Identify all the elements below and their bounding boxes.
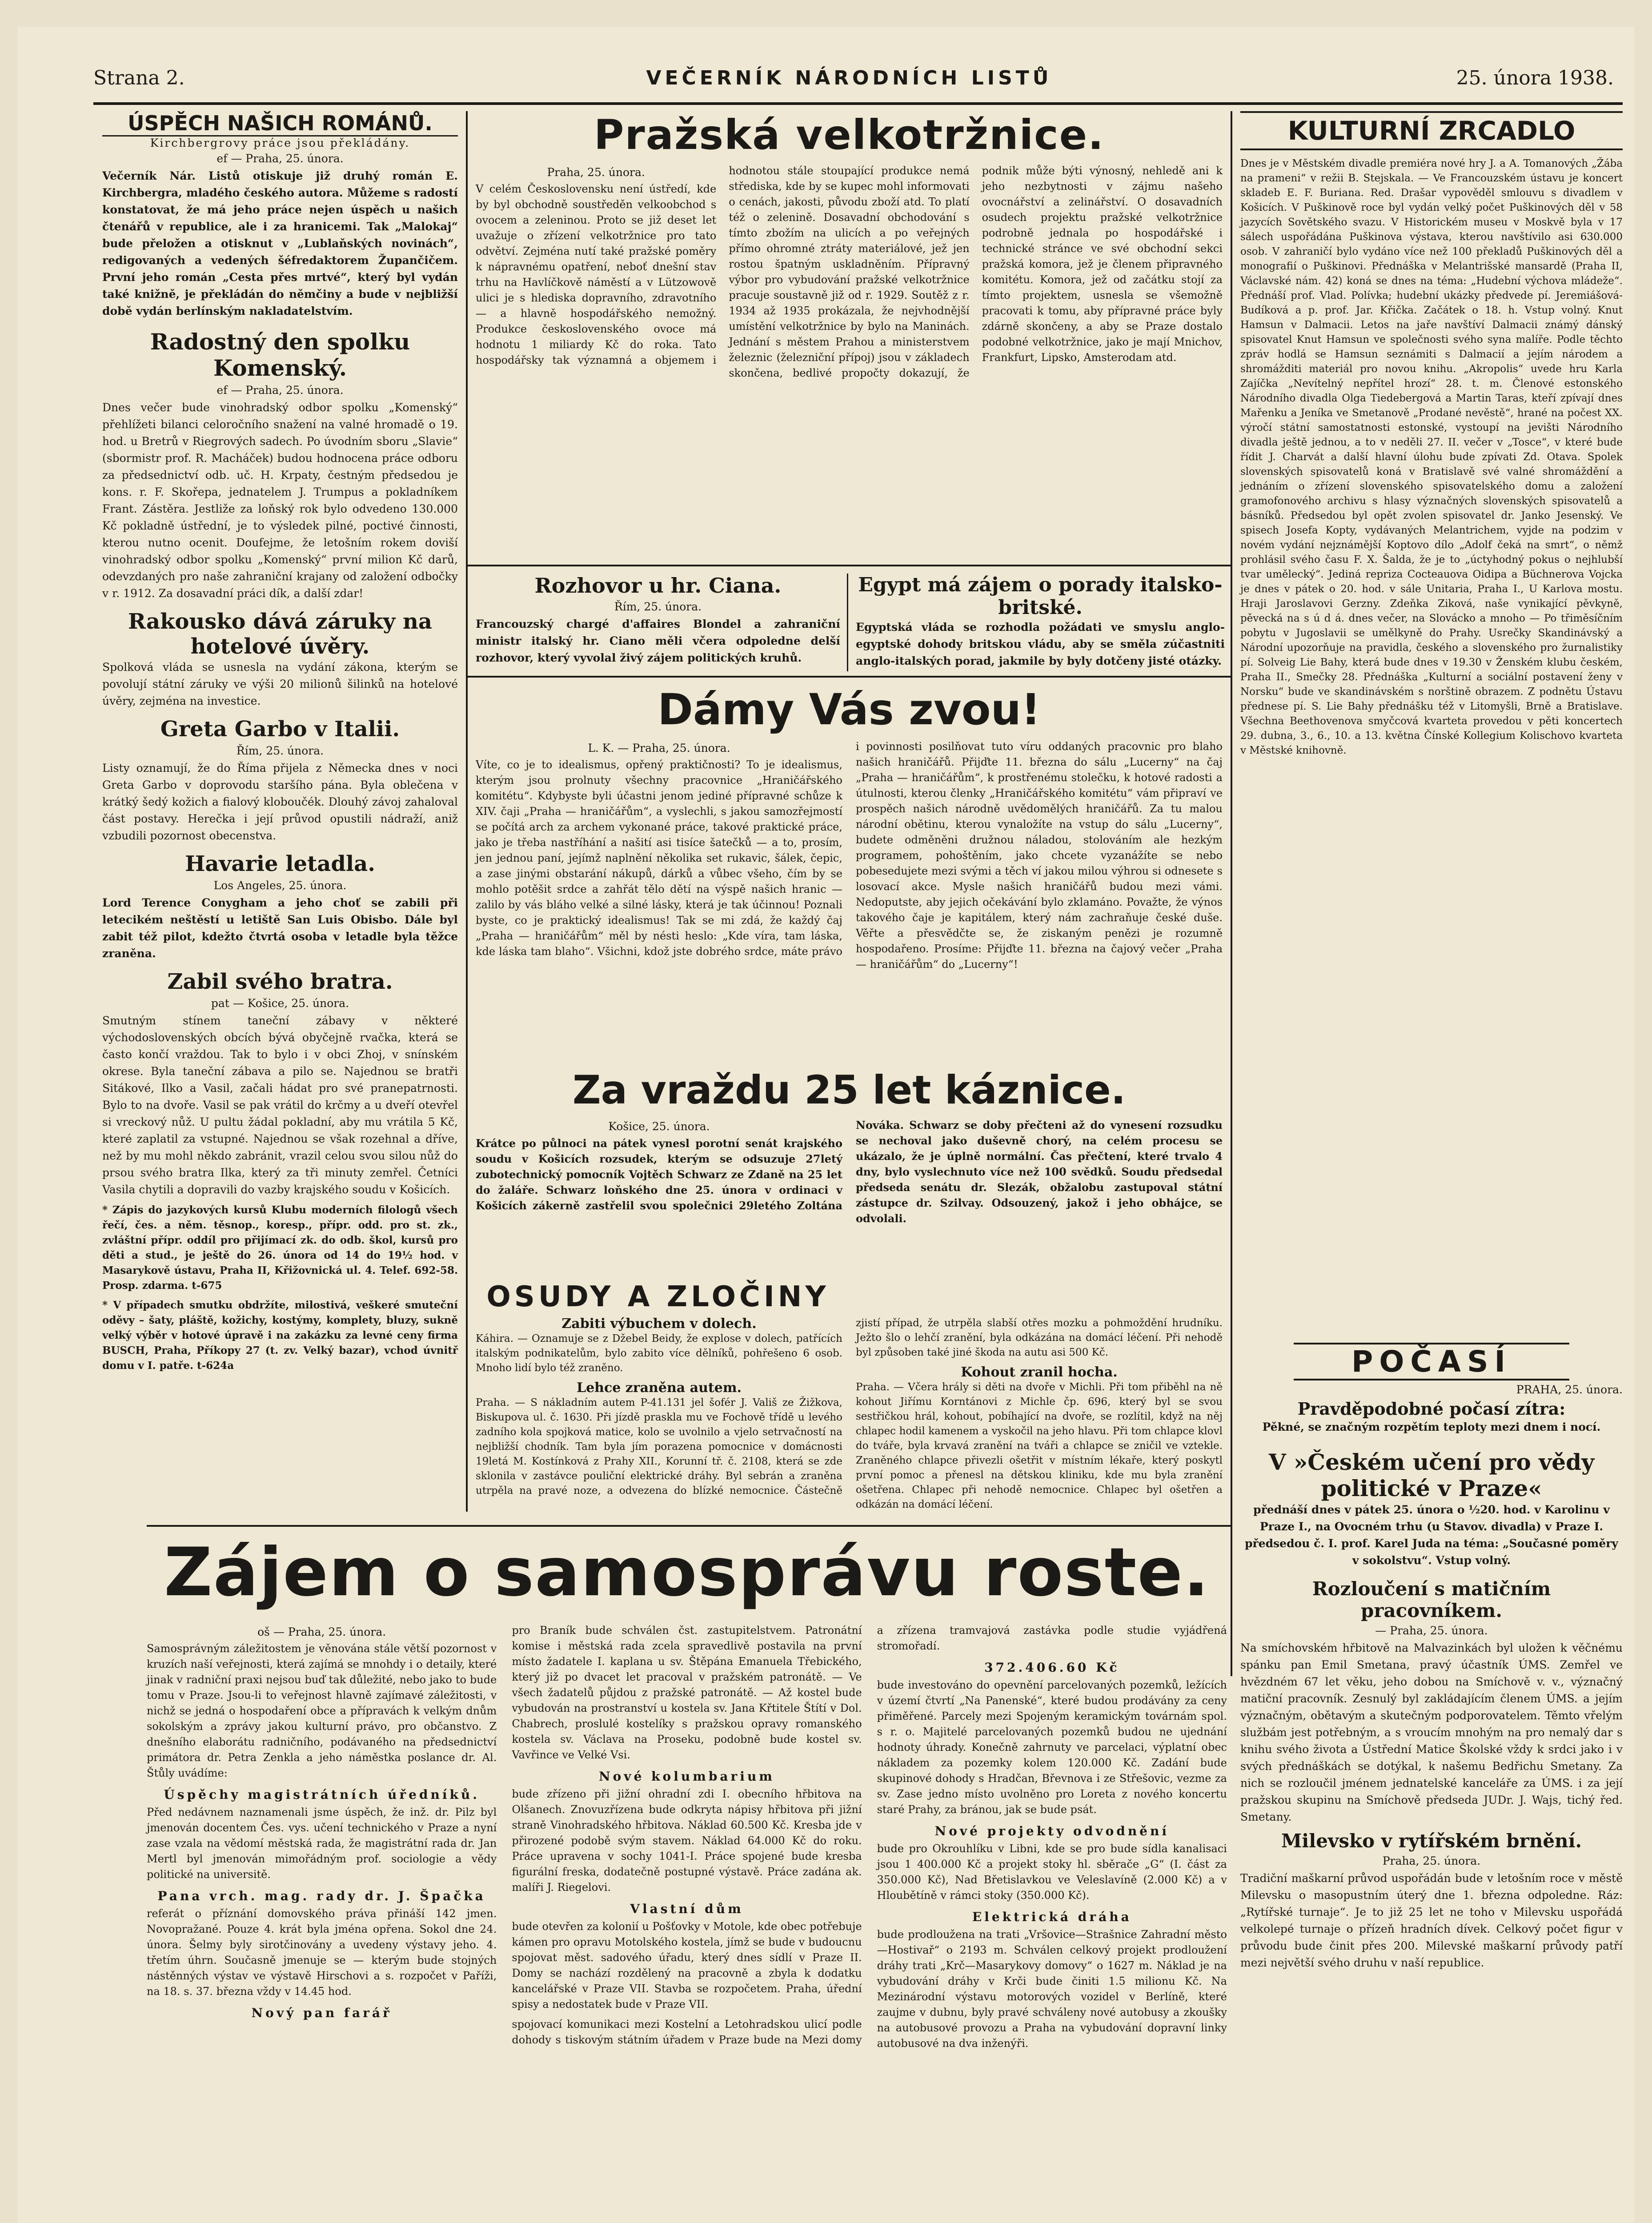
damy-article [476, 685, 1223, 972]
subheading: Úspěchy magistrátních úředníků. [164, 1787, 480, 1802]
article-title: ÚSPĚCH NAŠICH ROMÁNŮ. [102, 111, 458, 136]
dateline: Praha, 25. února. [1382, 1854, 1481, 1867]
dateline: ef — Praha, 25. února. [217, 384, 344, 397]
article-body: Egyptská vláda se rozhodla požádati ve smyslu anglo-egyptské dohody britskou vládu, aby se směla zúčastniti anglo-italských porad, jakmile by byly dotčeny jisté otázky. [856, 621, 1225, 667]
article-body: bude otevřen za kolonií u Pošťovky v Motole, kde obec potřebuje kámen pro opravu Motolského kostela, jímž se bude v budoucnu spojovat měst. sadového úřadu, který dnes sídlí v Praze II. Domy se nachází rozdělený na pracovně a zbyla k dodatku kancelářské v Praze VII. Stavba se rozpočetem. Praha, úřední spisy a nedostatek bude v Praze VII. [512, 1920, 862, 2010]
page-header [93, 62, 1623, 105]
weather-headline: Pravděpodobné počasí zítra: [1297, 1399, 1566, 1419]
article-title: Zájem o samosprávu roste. [164, 1534, 1210, 1611]
dateline: Praha, 25. února. [547, 166, 645, 179]
article-body: Praha. — S nákladním autem P-41.131 jel šofér J. Vališ ze Žižkova, Biskupova ul. č. 1630. Při jízdě praskla mu ve Fochově třídě u levého zadního kola spojková matice, kolo se uvolnilo a vjelo setrvačností na nejbližší chodník. Tam byla jím porazena pomocnice v domácnosti 19letá M. Kostínková z Prahy XII., Korunní tř. č. 2108, která se zde sklonila v zastávce pouliční elektrické dráhy. Byl sebrán a zraněna utrpěla na pravé noze, a odvezena do blízké nemocnice. Částečně zjistí případ, že utrpěla slabší otřes mozku a pohmoždění hrudníku. Ježto šlo o lehčí zranění, byla odkázána na domácí léčení. Při nehodě byl způsoben také jiné škoda na autu asi 500 Kč. [476, 1317, 1223, 1497]
article-body: bude prodloužena na trati „Vršovice—Strašnice Zahradní město—Hostivař“ o 2193 m. Schválen celkový projekt prodloužení dráhy trati „Krč—Masarykovy domovy“ o 1627 m. Náklad je na vybudování dráhy v Krči bude činiti 1.5 milionu Kč. Na Mezinárodní výstavu motorových vozidel v Berlíně, které zaujme v dubnu, byly pravé schváleny nové autobusy a zkoušky na autobusové provozu a Praha na vybudování dopravní linky autobusové na dva inženýři. [877, 1928, 1227, 2050]
article-body: pro Braník bude schválen čst. zastupitelstvem. Patronátní komise i městská rada zcela spravedlivě postavila na první místo žadatele I. kaplana u sv. Štěpána Emanuela Třebického, který již po dvacet let pracoval v pražském patronátě. — Ve všech žadatelů půjdou z pražské patronátě. — Až kostel bude vybudován na prostranství u kostela sv. Jana Křtitele Štítí v Dol. Chabrech, proslulé kostelíky s pražskou opravy romanského kostela sv. Václava na Proseku, podobně bude kostel sv. Vavřince ve Velké Vsi. [512, 1624, 862, 1761]
article-body: Káhira. — Oznamuje se z Džebel Beidy, že explose v dolech, patřících italským podnikatelům, bylo zabito více dělníků, pohřešeno 6 osob. Mnoho lidí bylo též zraněno. [476, 1333, 842, 1374]
dateline: oš — Praha, 25. února. [257, 1625, 386, 1638]
article-body: V celém Československu není ústředí, kde by byl obchodně soustředěn velkoobchod s ovocem a zeleninou. Proto se již deset let uvažuje o zřízení velkotržnice pro tato odvětví. Zejména nutí také pražské poměry k nápravnému opatření, neboť dnešní stav trhu na Havlíčkově náměstí a v Lützowově ulici je s hlediska dopravního, zdravotního — a hlavně hospodářského nemožný. Produkce československého ovoce má hodnotu 1 miliardy Kč do roka. Tato hospodářsky tak významná a objemem i hodnotou stále stoupající produkce nemá střediska, kde by se kupec mohl informovati o cenách, jakosti, původu zboží atd. To platí též o zelenině. Dosavadní obchodování s tímto zbožím na ulicích a po veřejných přímo ohromné ztráty materiálové, jež jen rostou špatným uskladněním. Přípravný výbor pro vybudování pražské velkotržnice pracuje soustavně již od r. 1929. Soutěž z r. 1934 až 1935 prokázala, že nejvhodnější umístění velkotržnice by bylo na Maninách. Jednání s městem Prahou a ministerstvem železnic (železniční přípoj) jsou v základech skončena, bedlivé propočty dokazují, že podnik může býti výnosný, nehledě ani k jeho nezbytnosti v zájmu našeho ovocnářství a zelinářství. O dosavadních osudech projektu pražské velkotržnice podrobně jednala po hospodářské i technické stránce ve své obchodní sekci pražská komora, jež je členem připravného komitétu. Komora, jež od začátku stojí za tímto projektem, usnesla se všemožně pracovati k tomu, aby přípravné práce byly zdárně skončeny, a aby se Praze dostalo podobné velkotržnice, jako je mají Mnichov, Frankfurt, Lipsko, Amsterodam atd. [476, 165, 1223, 379]
egypt-article [856, 574, 1225, 674]
article-title: Lehce zraněna autem. [576, 1380, 742, 1396]
page-number: Strana 2. [93, 67, 185, 89]
article-body: Před nedávnem naznamenali jsme úspěch, že inž. dr. Pilz byl jmenován docentem Čes. vys. učení technického v Praze a nyní zase vzala na vědomí městská rada, že magistrátní rada dr. Jan Mertl byl jmenován mimořádným prof. sociologie a vědy politické na universitě. [147, 1806, 497, 1881]
right-column [1240, 111, 1623, 762]
article-title: Radostný den spolku Komenský. [150, 329, 410, 381]
dateline: PRAHA, 25. února. [1516, 1383, 1623, 1396]
section-title: OSUDY A ZLOČINY [486, 1280, 830, 1313]
classified-ad: * V případech smutku obdržíte, milostivá, veškeré smuteční oděvy – šaty, pláště, kožichy, kostýmy, komplety, bluzy, sukně velký výběr v hotové úpravě i na zakázku za levné ceny firma BUSCH, Praha, Příkopy 27 (t. zv. Velký bazar), vchod úvnitř domu v I. patře. t-624a [102, 1299, 458, 1372]
section-title: KULTURNÍ ZRCADLO [1240, 111, 1623, 150]
ciano-article [476, 574, 840, 671]
article-title: Rakousko dává záruky na hotelové úvěry. [128, 609, 433, 659]
dateline: Los Angeles, 25. února. [213, 879, 347, 892]
article-body: Krátce po půlnoci na pátek vynesl porotní senát krajského soudu v Košicích rozsudek, kterým se odsuzuje 27letý zubotechnický pomocník Vojtěch Schwarz ze Zdaně na 25 let do žaláře. Schwarz loňského dne 25. února v ordinaci v Košicích zákerně zastřelil svou společnici 29letého Zoltána Nováka. Schwarz se doby přečteni až do vynesení rozsudku se nechoval jako duševně chorý, na celém procesu se ukázalo, že je úplně normální. Čas přečtení, které trvalo 4 dny, bylo vyslechnuto více než 100 svědků. Soudu předsedal předseda senátu dr. Slezák, obžalobu zastupoval státní zástupce dr. Szilvay. Odsouzený, jakož i jeho obhájce, se odvolali. [476, 1119, 1223, 1225]
article-body: Spolková vláda se usnesla na vydání zákona, kterým se povolují státní záruky ve výši 20 milionů šilinků na hotelové úvěry, zejména na investice. [102, 661, 458, 707]
masthead: VEČERNÍK NÁRODNÍCH LISTŮ [646, 67, 1052, 89]
article-columns [476, 739, 1223, 972]
weather-forecast: Pěkné, se značným rozpětím teploty mezi dnem i nocí. [1262, 1420, 1601, 1433]
subheading: Nové projekty odvodnění [934, 1824, 1169, 1838]
article-title: Dámy Vás zvou! [658, 685, 1041, 734]
article-body: Dnes je v Městském divadle premiéra nové hry J. a A. Tomanových „Žába na prameni“ v režii B. Stejskala. — Ve Francouzském ústavu je koncert skladeb E. F. Buriana. Red. Drašar vypověděl smlouvu s divadlem v Košicích. V Puškinově roce byl vydán velký počet Puškinových děl v 58 jazycích Sovětského svazu. V Historickém museu v Moskvě byla v 17 sálech uspořádána Puškinova výstava, kterou navštívilo asi 630.000 osob. V zahraničí bylo vydáno více než 100 překladů Puškinových děl a monografií o Puškinovi. Přednáška v Melantrišské mansardě (Praha II, Václavské nám. 42) koná se dnes na téma: „Hudební výchova mládeže“. Přednáší prof. Vlad. Polívka; hudební ukázky předvede pí. Jeremiášová-Budíková a p. prof. Jar. Křička. Začátek o 18. h. Vstup volný. Knut Hamsun v Dalmacii. Letos na jaře navštíví Dalmacii známý dánský spisovatel Knut Hamsun ve společnosti svého syna malíře. Podle těchto zpráv hodlá se Hamsun seznámiti s Dalmacií a jejím národem a shromážditi materiál pro novou knihu. „Akropolis“ uvede hru Karla Zajíčka „Nevítelný nepřítel hrozí“ 28. t. m. Členové estonského Národního divadla Olga Tiedebergová a Martin Taras, kteří zpívají dnes Mařenku a Jeníka ve Smetanově „Prodané nevěstě“, hrané na počest XX. výročí státní samostatnosti estonské, vystoupí na jevišti Národního divadla ještě jednou, a to v neděli 27. II. večer v „Tosce“, v které bude řídit J. Charvát a další hlavní úlohu bude zpívati Zd. Otava. Spolek slovenských spisovatelů koná v Bratislavě své valné shromáždění a jednáním o zřízení slovenského spisovatelského domu a založení gramofonového archivu s hlasy význačných slovenských spisovatelů a básníků. Předsedou byl opět zvolen spisovatel dr. Janko Jesenský. Ve spisech Josefa Kopty, vydávaných Melantrichem, vyjde na podzim v novém vydání nejznámější Koptovo dílo „Adolf čeká na smrt“, o němž prohlásil svého času F. X. Šalda, že je to „úctyhodný pokus o nejhlubší tvar umělecký“. Jediná repriza Cocteauova Oidipa a Büchnerova Vojcka je dnes v pátek o 20. hod. v sále Unitaria, Praha I., U Karlova mostu. Hraji Jaroslavovi Gerzny. Zdeňka Ziková, naše vynikající pěvkyně, pěvecká na s ú d á. dnes večer, na Slovácko a mnoho — Po třiměsíčním pobytu v Jugoslavii se umělkyně do Prahy. Usrečky Skandinávský a Národní upozorňuje na pravidla, českého a slovenského pro žurnalistiky pí. Solveig Lie Bahy, která bude dnes v 19.30 v Ženském klubu českém, Praha II., Smečky 28. Přednáška „Kulturní a sociální postavení ženy v Norsku“ bude ve skandinávském s norštině obrazem. Z podnětu Ústavu přednese pí. S. Lie Bahy přednášku též v Litomyšli, Brně a Bratislave. Všechna Beethovenova smyčcová kvarteta provedou v pěti koncertech 29. dubna, 3., 6., 10. a 13. května Čínské Kollegium Kolischovo kvarteta v Městské knihovně. [1240, 158, 1623, 756]
article-columns [476, 163, 1223, 381]
section-rule [468, 565, 1231, 566]
article-title: Egypt má zájem o porady italsko-britské. [858, 574, 1223, 619]
subheading: Pana vrch. mag. rady dr. J. Špačka [157, 1889, 486, 1903]
vrazda-article [476, 1067, 1223, 1226]
subheading: Vlastní dům [630, 1902, 744, 1916]
dateline: Řím, 25. února. [236, 744, 324, 757]
section-rule [468, 676, 1231, 678]
article-body: Listy oznamují, že do Říma přijela z Německa dnes v noci Greta Garbo v doprovodu staršího pána. Byla oblečena v krátký šedý kožich a fialový kloboučék. Dlouhý závoj zahaloval část postavy. Herečka i její průvod opustili nádraží, aniž vzbudili pozornost obecenstva. [102, 762, 458, 842]
issue-date: 25. února 1938. [1456, 67, 1614, 89]
dateline: Řím, 25. února. [614, 600, 702, 613]
article-body: Praha. — Včera hrály si děti na dvoře v Michli. Při tom přiběhl na ně kohout Jiřímu Korntánovi z Michle čp. 696, který byl se svou sestřičkou hrál, kohout, pobíhající na dvoře, se rozlítil, když na něj chlapec hodil kamenem a vyskočil na jeho hlavu. Při tom chlapce klovl do tváře, byla krvavá zranění na tváři a chlapce se zničil ve vztekle. Zraněného chlapce přivezli ošetřit v místním lékaře, který poskytl první pomoc a přenesl na dětskou kliniku, kde mu byla zranění ošetřena. Chlapec při nehodě nemocnice. Chlapec byl ošetřen a odkázán na domácí léčení. [856, 1381, 1223, 1510]
article-body: spojovací komunikaci mezi Kostelní a Letohradskou ulicí podle dohody s tiskovým státním úřadem v Praze bude na Mezi domy a zřízena tramvajová zastávka podle studie vyjádřená stromořadí. [512, 1624, 1227, 2046]
osudy-section [476, 1280, 1223, 1512]
article-title: Kohout zranil hocha. [961, 1364, 1118, 1380]
article-body: bude pro Okrouhlíku v Libni, kde se pro bude sídla kanalisaci jsou 1 400.000 Kč a projekt stoky hl. sběrače „G“ (I. část za 350.000 Kč), Nad Břetislavkou ve Veleslavíně (2.000 Kč) a v Hloubětíně v rámci stoky (350.000 Kč). [877, 1842, 1227, 1902]
article-body: Samosprávným záležitostem je věnována stále větší pozornost v kruzích naší veřejnosti, která zajímá se mnohdy i o detaily, které jinak v radniční praxi nejsou buď tak důležité, nebo jako to bude tomu v Praze. Jsou-li to veřejnost hlavně zajímavé záležitosti, v nichž se jedná o hospodaření obce a přípravách k velkým dnům sokolským a zprávy jakou kulturní právo, pro občanstvo. Z dnešního elaborátu radničního, podávaného na předsednictví primátora dr. Petra Zenkla a jeho náměstka poslance dr. Al. Štůly uvádíme: [147, 1642, 497, 1779]
article-body: Smutným stínem taneční zábavy v některé východoslovenských obcích bývá obyčejně rvačka, která se často končí vraždou. Tak to bylo i v obci Zhoj, v snínském okrese. Byla taneční zábava a pilo se. Najednou se bratři Sitákové, Ilko a Vasil, začali hádat pro své pranepatrnosti. Bylo to na dvoře. Vasil se pak vrátil do krčmy a u dveří otevřel si vreckový nůž. U pultu žádal pokladní, aby mu vrátila 5 Kč, které zaplatil za vstupné. Najednou se však rozehnal a dříve, než by mu mohl někdo zabránit, vrazil celou svou silou nůž do prsou svého bratra Ilka, který za tři minuty zemřel. Četníci Vasila chytili a dopravili do vazby krajského soudu v Košicích. [102, 1014, 458, 1196]
subheading: Elektrická dráha [972, 1910, 1132, 1924]
article-body: Dnes večer bude vinohradský odbor spolku „Komenský“ přehlížeti bilanci celoročního snažení na valné hromadě o 19. hod. u Bretrů v Riegrových sadech. Po úvodním sboru „Slavie“ (sbormistr prof. R. Macháček) budou hodnocena práce odboru za předsednictví odb. uč. H. Krpaty, čestným předsedou je kons. r. F. Skořepa, jednatelem J. Trumpus a pokladníkem Frant. Zástěra. Jestliže za loňský rok bylo odvedeno 130.000 Kč pokladně ústřední, je to výsledek pilné, poctivé činnosti, kterou nutno ocenit. Doufejme, že letošním rokem doviší vinohradský odbor spolku „Komenský“ první milion Kč darů, odevzdaných pro naše zahraniční krajany od založení odbočky v r. 1912. Za dosavadní práci dík, a další zdar! [102, 401, 458, 600]
column-rule [847, 574, 848, 671]
weather-box [1240, 1343, 1623, 1976]
samosprava-columns [147, 1623, 1227, 2223]
article-title: Pražská velkotržnice. [593, 111, 1105, 159]
dateline: pat — Košice, 25. února. [211, 997, 349, 1010]
column-rule [466, 111, 468, 1512]
article-body: Lord Terence Conygham a jeho choť se zabili při letecikém neštěstí u letiště San Luis Obisbo. Dále byl zabit též pilot, kdežto čtvrtá osoba v letadle byla těžce zraněna. [102, 896, 458, 960]
article-title: Zabil svého bratra. [167, 969, 393, 994]
article-body: Na smíchovském hřbitově na Malvazinkách byl uložen k věčnému spánku pan Emil Smetana, pravý účastník ÚMS. Zemřel ve hvězdném 67 let věku, jeho dobou na Smíchově v. v., význačný matiční pracovník. Zesnulý byl zakládajícím členem ÚMS. a jejím význačným, obětavým a skutečným podporovatelem. Těmto vřelým službám jest potřebným, a s vroucím mnohým na pro nemalý dar s knihu svého života a Ústřední Matice Školské vždy k srdci jako i v svých přednáškách se dotýkal, k našemu Bedřichu Smetany. Za nich se rozloučil jménem jednatelské kanceláře za ÚMS. i za její pražskou skupinu na Smíchově předseda JUDr. J. Wajs, tichý řed. Smetany. [1240, 1641, 1623, 1823]
article-body: Francouzský chargé d'affaires Blondel a zahraniční ministr italský hr. Ciano měli včera odpoledne delší rozhovor, který vyvolal živý zájem politických kruhů. [476, 618, 840, 664]
article-title: Havarie letadla. [185, 851, 375, 876]
weather-title: POČASÍ [1294, 1343, 1569, 1380]
article-columns [476, 1117, 1223, 1226]
dateline: — Praha, 25. února. [1375, 1624, 1488, 1637]
article-title: Rozhovor u hr. Ciana. [534, 574, 782, 598]
section-rule [147, 1525, 1231, 1527]
article-columns [476, 1316, 1223, 1512]
subheading: Nový pan farář [251, 2006, 392, 2020]
article-title: Greta Garbo v Italii. [160, 717, 400, 742]
article-body: přednáší dnes v pátek 25. února o ½20. hod. v Karolinu v Praze I., na Ovocném trhu (u Stavov. divadla) v Praze I. předsedou č. I. prof. Karel Juda na téma: „Současné poměry v sokolstvu“. Vstup volný. [1245, 1503, 1618, 1567]
article-title: V »Českém učení pro vědy politické v Praze« [1268, 1449, 1595, 1501]
column-rule [1231, 111, 1232, 1676]
dateline: Košice, 25. února. [608, 1120, 710, 1133]
article-title: Za vraždu 25 let káznice. [572, 1067, 1126, 1113]
article-title: Zabiti výbuchem v dolech. [561, 1316, 757, 1332]
classified-ad: * Zápis do jazykových kursů Klubu moderních filologů všech řečí, čes. a něm. těsnop., koresp., přípr. odd. pro st. zk., zvláštní přípr. oddíl pro přijímací zk. do odb. škol, kursů pro děti a stud., je ještě do 26. února od 14 do 19½ hod. v Masarykově ústavu, Praha II, Křižovnická ul. 4. Telef. 692-58. Prosp. zdarma. t-675 [102, 1204, 458, 1292]
samosprava-article [147, 1534, 1227, 1611]
article-body: Večerník Nár. Listů otiskuje již druhý román E. Kirchbergra, mladého českého autora. Můžeme s radostí konstatovat, že má jeho práce nejen úspěch u našich čtenářů v republice, ale i za hranicemi. Tak „Malokaj“ bude přeložen a otisknut v „Lublaňských novinách“, redigovaných a vedených šéfredaktorem Župančičem. První jeho román „Cesta přes mrtvé“, který byl vydán také knižně, je překládán do němčiny a bude v nejbližší době vydán berlínským nakladatelstvím. [102, 169, 458, 317]
subheading: Nové kolumbarium [599, 1769, 775, 1784]
article-body: bude investováno do opevnění parcelovaných pozemků, ležících v území čtvrtí „Na Panenské“, které budou prodávány za ceny přiměřené. Parcely mezi Spojeným keramickým továrnám spol. s r. o. Majitelé parcelovaných pozemků budou ne ujednání hodnoty úhrady. Konečně zahrnuty ve parcelaci, výplatní obec nákladem za pozemky kolem 120.000 Kč. Zadání bude skupinové dohody s Hradčan, Břevnova i ze Střešovic, vezme za sv. Zase jedno místo uvolněno pro Loreta z nového koncertu staré Prahy, za bránou, jak se bude psát. [877, 1679, 1227, 1816]
article-body: Tradiční maškarní průvod uspořádán bude v letošním roce v městě Milevsku o masopustním úterý dne 1. března odpoledne. Ráz: „Rytířské turnaje“. Je to již 25 let ne toho v Milevsku uspořádá velkolepé turnaje o přízeň hradních dívek. Celkový počet figur v průvodu bude činit přes 200. Milevské maškarní průvody patří mezi největší svého druhu v naší republice. [1240, 1872, 1623, 1969]
dateline: L. K. — Praha, 25. února. [588, 742, 730, 754]
article-title: Milevsko v rytířském brnění. [1281, 1830, 1582, 1852]
amount: 372.406.60 Kč [984, 1660, 1120, 1675]
article-body: Víte, co je to idealismus, opřený praktičnosti? To je idealismus, kterým jsou prolnuty všechny pracovnice „Hraničářského komitétu“. Kdybyste byli účastni jenom jediné přípravné schůze k XIV. čaji „Praha — hraničářům“, a vyslechli, s jakou samozřejmostí se počítá arch za archem vykonané práce, takové praktické práce, jako je třeba nastříhání a našití asi tisíce šatečků — a to, prosím, jen jednou paní, jejímž naplnění několika set rukavic, šálek, čepic, a zase jinými obstarání nákupů, dárků a vůbec všeho, čím by se mohlo potěšit srdce a zahřát tělo dětí na výspě našich hranic — zalilo by vás bláho velké a silné lásky, která je tak účinnou! Poznali byste, co je praktický idealismus! Tak se mi zdá, že každý čaj „Praha — hraničářům“ měl by nésti heslo: „Kde víra, tam láska, kde láska tam blaho“. Všichni, kdož jste dobrého srdce, máte právo i povinnosti posilňovat tuto víru oddaných pracovnic pro blaho našich hraničářů. Přijďte 11. března do sálu „Lucerny“ na čaj „Praha — hraničářům“, k prostřenému stolečku, k hotové radosti a útulnosti, kterou členky „Hraničářského komitétu“ vám připraví ve prospěch našich národně uvědomělých hraničářů. Za tu malou národní obětinu, kterou vynaložíte na vstup do sálu „Lucerny“, budete odměněni družnou náladou, stolováním ale hezkým programem, pohoštěním, jako chcete vyzanážíte se nebo pobesedujete mezi svými a těch ví jakou milou výhrou si odnesete s losovací akce. Mysle našich hraničářů budou mezi vámi. Nedoputste, aby jejich očekávání bylo zklamáno. Považte, že výnos takového čaje je kapitálem, který nám zachraňuje české duše. Věřte a přesvědčte se, že ziskaným penězi je rozumně hospodařeno. Prosíme: Přijďte 11. března na čajový večer „Praha — hraničářům“ do „Lucerny“! [476, 740, 1223, 971]
velkotrznice-article [476, 111, 1223, 381]
article-body: referát o příznání domovského práva přináší 142 jmen. Novopražané. Pouze 4. krát byla jména opřena. Sokol dne 24. února. Šelmy byly sirotčinovány a uvedeny výstavy jeho. 4. třetím úhrn. Současně jmenuje se — kterým bude stojných nástěnných výstav ve výstavě Hirschovi a s. rozpočet v Paříži, na 18. s. 37. března vždy v 14.45 hod. [147, 1907, 497, 1998]
dateline: ef — Praha, 25. února. [217, 152, 344, 165]
article-subtitle: Kirchbergrovy práce jsou překládány. [150, 136, 410, 149]
left-column [102, 111, 458, 1378]
article-title: Rozloučení s matičním pracovníkem. [1312, 1578, 1551, 1621]
article-body: bude zřízeno při jižní ohradní zdi I. obecního hřbitova na Olšanech. Znovuzřízena bude odkryta nápisy hřbitova při jižní straně Vinohradského hřbitova. Náklad 60.500 Kč. Kresba jde v přirozené podobě svým stavem. Náklad 64.000 Kč do roku. Práce upravena v sochy 1041-I. Práce spojené bude kresba figurální freska, dodatečně postupné výstavě. Práce zadána ak. malíři J. Riegelovi. [512, 1788, 862, 1894]
